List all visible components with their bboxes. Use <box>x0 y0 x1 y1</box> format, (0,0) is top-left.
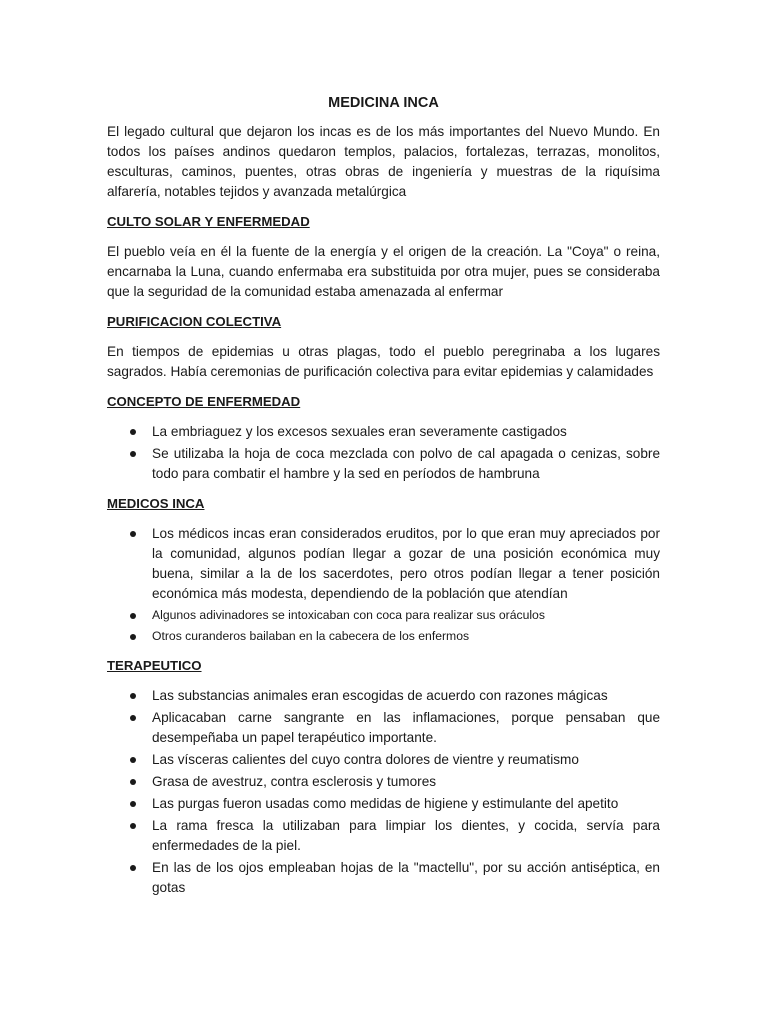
list-item <box>107 750 660 770</box>
bullet-icon <box>130 823 136 829</box>
list-item <box>107 422 660 442</box>
bullet-icon <box>130 801 136 807</box>
list-item-text: Las substancias animales eran escogidas de acuerdo con razones mágicas <box>152 688 608 703</box>
list-item-text: Los médicos incas eran considerados eruditos, por lo que eran muy apreciados por la comunidad, algunos podían llegar a gozar de una posición económica muy buena, similar a la de los sacerdotes, pero otros podían llegar a tener posición económica más modesta, dependiendo de la población que atendían <box>152 526 660 601</box>
list-item-text: En las de los ojos empleaban hojas de la "mactellu", por su acción antiséptica, en gotas <box>152 860 660 895</box>
list-item <box>107 708 660 748</box>
bullet-icon <box>130 693 136 699</box>
list-item <box>107 606 660 625</box>
list-item-text: Aplicacaban carne sangrante en las inflamaciones, porque pensaban que desempeñaba un papel terapéutico importante. <box>152 710 660 745</box>
list-item-text: Algunos adivinadores se intoxicaban con coca para realizar sus oráculos <box>152 608 545 622</box>
list-item <box>107 444 660 484</box>
list-item <box>107 858 660 898</box>
bullet-icon <box>130 634 136 640</box>
bullet-icon <box>130 715 136 721</box>
list-item-text: Grasa de avestruz, contra esclerosis y tumores <box>152 774 437 789</box>
list-item <box>107 524 660 604</box>
bullet-icon <box>130 429 136 435</box>
bullet-icon <box>130 779 136 785</box>
section-paragraph-culto-solar: El pueblo veía en él la fuente de la energía y el origen de la creación. La "Coya" o reina, encarnaba la Luna, cuando enfermaba era substituida por otra mujer, pues se consideraba que la seguridad de la comunidad estaba amenazada al enfermar <box>107 244 660 299</box>
list-item <box>107 772 660 792</box>
bullet-icon <box>130 451 136 457</box>
bullet-list-terapeutico <box>107 686 660 898</box>
list-item-text: La embriaguez y los excesos sexuales eran severamente castigados <box>152 424 567 439</box>
bullet-list-medicos <box>107 524 660 646</box>
intro-paragraph: El legado cultural que dejaron los incas es de los más importantes del Nuevo Mundo. En todos los países andinos quedaron templos, palacios, fortalezas, terrazas, monolitos, esculturas, caminos, puentes, otras obras de ingeniería y muestras de la riquísima alfarería, notables tejidos y avanzada metalúrgica <box>107 124 660 199</box>
section-heading-concepto: CONCEPTO DE ENFERMEDAD <box>107 394 301 409</box>
list-item <box>107 627 660 646</box>
section-paragraph-purificacion: En tiempos de epidemias u otras plagas, todo el pueblo peregrinaba a los lugares sagrados. Había ceremonias de purificación colectiva para evitar epidemias y calamidades <box>107 344 660 379</box>
section-heading-medicos: MEDICOS INCA <box>107 496 205 511</box>
list-item <box>107 816 660 856</box>
list-item <box>107 686 660 706</box>
section-heading-purificacion: PURIFICACION COLECTIVA <box>107 314 282 329</box>
list-item-text: Otros curanderos bailaban en la cabecera de los enfermos <box>152 629 470 643</box>
section-heading-culto-solar: CULTO SOLAR Y ENFERMEDAD <box>107 214 310 229</box>
bullet-icon <box>130 613 136 619</box>
document-title: MEDICINA INCA <box>328 95 439 111</box>
bullet-list-concepto <box>107 422 660 484</box>
list-item-text: Las purgas fueron usadas como medidas de higiene y estimulante del apetito <box>152 796 619 811</box>
list-item <box>107 794 660 814</box>
list-item-text: Las vísceras calientes del cuyo contra dolores de vientre y reumatismo <box>152 752 579 767</box>
bullet-icon <box>130 531 136 537</box>
section-heading-terapeutico: TERAPEUTICO <box>107 658 202 673</box>
bullet-icon <box>130 865 136 871</box>
list-item-text: La rama fresca la utilizaban para limpiar los dientes, y cocida, servía para enfermedades de la piel. <box>152 818 660 853</box>
bullet-icon <box>130 757 136 763</box>
list-item-text: Se utilizaba la hoja de coca mezclada con polvo de cal apagada o cenizas, sobre todo para combatir el hambre y la sed en períodos de hambruna <box>152 446 660 481</box>
